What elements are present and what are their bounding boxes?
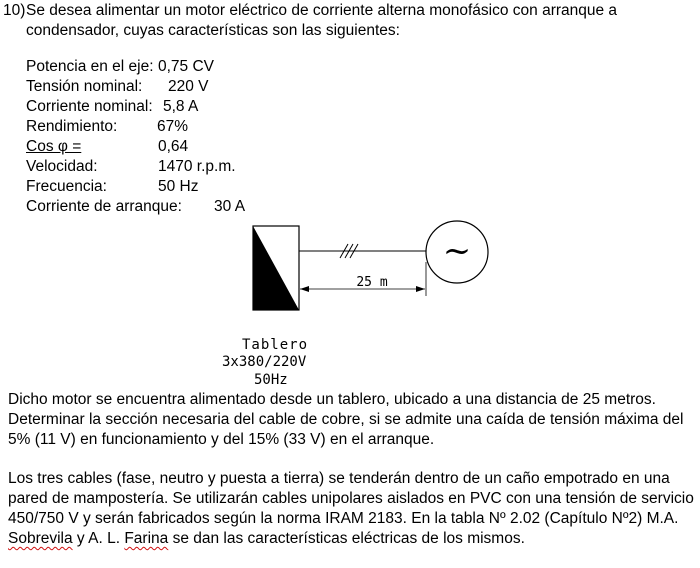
board-label-frequency: 50Hz <box>254 372 288 388</box>
spec-label-power-factor: Cos φ = <box>26 138 82 155</box>
spec-label-speed: Velocidad: <box>26 158 98 175</box>
paragraph2-part2: y A. L. <box>72 530 125 547</box>
paragraph2-part1: Los tres cables (fase, neutro y puesta a tierra) se tenderán dentro de un caño empotrado en una pared de mampostería. Se utilizarán cables unipolares aislados en PVC con una tensión de servicio 450/750 V y serán fabricados según la norma IRAM 2183. En la tabla Nº 2.02 (Capítulo Nº2) M.A. <box>8 470 694 527</box>
motor-ac-symbol: ~ <box>442 231 472 271</box>
dimension-arrow-right <box>416 286 425 292</box>
spec-label-efficiency: Rendimiento: <box>26 118 118 135</box>
spec-value-frequency: 50 Hz <box>158 178 199 195</box>
spec-label-power: Potencia en el eje: <box>26 58 154 75</box>
paragraph2-part3: se dan las características eléctricas de los mismos. <box>168 530 525 547</box>
spec-value-speed: 1470 r.p.m. <box>158 158 236 175</box>
distance-label: 25 m <box>356 275 388 290</box>
spec-label-current: Corriente nominal: <box>26 98 153 115</box>
spec-value-efficiency: 67% <box>157 118 189 135</box>
problem-intro-line1: Se desea alimentar un motor eléctrico de corriente alterna monofásico con arranque a <box>26 2 618 19</box>
author-sobrevila: Sobrevila <box>8 530 73 547</box>
spec-value-voltage: 220 V <box>168 78 209 95</box>
spec-label-starting-current: Corriente de arranque: <box>26 198 182 215</box>
problem-number: 10) <box>3 2 26 19</box>
spec-label-frequency: Frecuencia: <box>26 178 107 195</box>
dimension-arrow-left <box>300 286 309 292</box>
author-farina: Farina <box>124 530 169 547</box>
spec-label-voltage: Tensión nominal: <box>26 78 143 95</box>
problem-intro-line2: condensador, cuyas características son las siguientes: <box>26 22 400 39</box>
spec-value-starting-current: 30 A <box>214 198 246 215</box>
board-label-voltage: 3x380/220V <box>222 354 307 370</box>
spec-value-power-factor: 0,64 <box>158 138 189 155</box>
spec-value-current: 5,8 A <box>163 98 199 115</box>
paragraph-installation-details <box>8 469 698 549</box>
paragraph-problem-statement: Dicho motor se encuentra alimentado desde un tablero, ubicado a una distancia de 25 metros. Determinar la sección necesaria del cable de cobre, si se admite una caída de tensión máxima del 5% (11 V) en funcionamiento y del 15% (33 V) en el arranque. <box>8 391 684 448</box>
spec-value-power: 0,75 CV <box>158 58 215 75</box>
board-label-title: Tablero <box>242 337 309 353</box>
